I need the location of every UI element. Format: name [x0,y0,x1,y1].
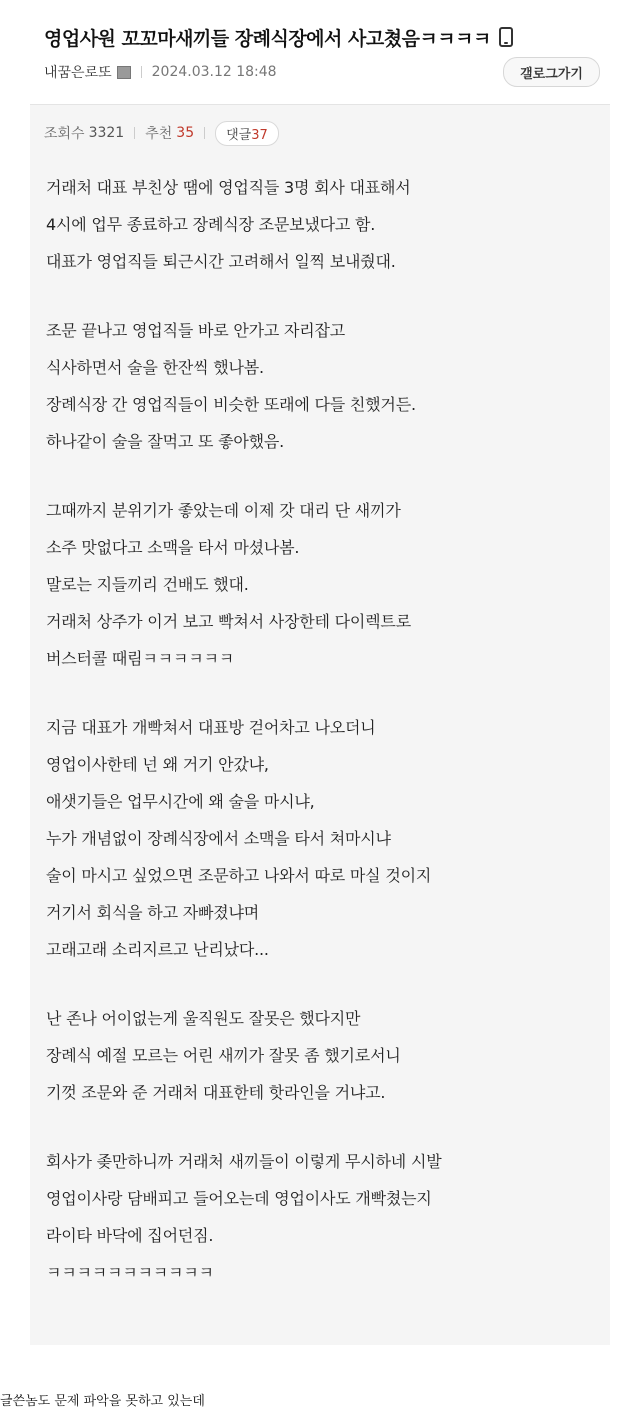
recommend-label: 추천 [145,126,173,142]
paragraph [46,1150,606,1279]
comments-label: 댓글 [226,127,252,143]
body-line: ㅋㅋㅋㅋㅋㅋㅋㅋㅋㅋㅋ [46,1263,214,1279]
body-line: 대표가 영업직들 퇴근시간 고려해서 일찍 보내줬대. [46,252,396,271]
gallog-icon[interactable] [117,66,131,79]
footer-caption: 글쓴놈도 문제 파악을 못하고 있는데 [0,1394,205,1409]
body-line: 조문 끝나고 영업직들 바로 안가고 자리잡고 [46,321,346,340]
stats-separator [134,127,135,139]
body-line: 회사가 좆만하니까 거래처 새끼들이 이렇게 무시하네 시발 [46,1152,442,1171]
post-title[interactable]: 영업사원 꼬꼬마새끼들 장례식장에서 사고쳤음ㅋㅋㅋㅋ [44,27,491,50]
recommend-count: 35 [176,125,195,141]
gallog-button[interactable]: 갤로그가기 [503,57,600,87]
body-line: 기껏 조문와 준 거래처 대표한테 핫라인을 거냐고. [46,1083,386,1102]
views-count: 3321 [88,125,125,141]
post-body [46,176,606,1279]
body-line: 그때까지 분위기가 좋았는데 이제 갓 대리 단 새끼가 [46,501,401,520]
author-name[interactable]: 내꿈은로또 [44,65,112,81]
body-line: 거기서 회식을 하고 자빠졌냐며 [46,903,259,922]
body-line: 장례식 예절 모르는 어린 새끼가 잘못 좀 했기로서니 [46,1046,401,1065]
post-title-row [44,22,610,52]
body-line: 고래고래 소리지르고 난리났다... [46,940,269,959]
body-line: 영업이사랑 담배피고 들어오는데 영업이사도 개빡쳤는지 [46,1189,432,1208]
body-line: 지금 대표가 개빡쳐서 대표방 걷어차고 나오더니 [46,718,376,737]
body-line: 누가 개념없이 장례식장에서 소맥을 타서 쳐마시냐 [46,829,391,848]
paragraph [46,499,606,684]
post-date: 2024.03.12 18:48 [151,64,277,80]
body-line: 4시에 업무 종료하고 장례식장 조문보냈다고 함. [46,215,376,234]
views-label: 조회수 [44,126,85,142]
paragraph [46,176,606,287]
body-line: 식사하면서 술을 한잔씩 했나봄. [46,358,264,377]
mobile-icon [499,27,513,47]
body-line: 영업이사한테 넌 왜 거기 안갔냐, [46,755,269,774]
body-line: 애샛기들은 업무시간에 왜 술을 마시냐, [46,792,315,811]
body-line: 장례식장 간 영업직들이 비슷한 또래에 다들 친했거든. [46,395,416,414]
body-line: 난 존나 어이없는게 울직원도 잘못은 했다지만 [46,1009,361,1028]
paragraph [46,1007,606,1118]
post-stats [44,121,279,145]
stats-separator [204,127,205,139]
body-line: 술이 마시고 싶었으면 조문하고 나와서 따로 마실 것이지 [46,866,432,885]
body-line: 거래처 상주가 이거 보고 빡쳐서 사장한테 다이렉트로 [46,612,411,631]
body-line: 버스터콜 때림ㅋㅋㅋㅋㅋㅋ [46,649,234,668]
meta-separator [141,66,142,78]
paragraph [46,716,606,975]
comment-count-button[interactable] [215,121,279,146]
paragraph [46,319,606,467]
body-line: 말로는 지들끼리 건배도 했대. [46,575,249,594]
body-line: 거래처 대표 부친상 땜에 영업직들 3명 회사 대표해서 [46,178,411,197]
body-line: 라이타 바닥에 집어던짐. [46,1226,214,1245]
body-line: 소주 맛없다고 소맥을 타서 마셨나봄. [46,538,300,557]
comments-count: 37 [251,127,268,143]
body-line: 하나같이 술을 잘먹고 또 좋아했음. [46,432,285,451]
